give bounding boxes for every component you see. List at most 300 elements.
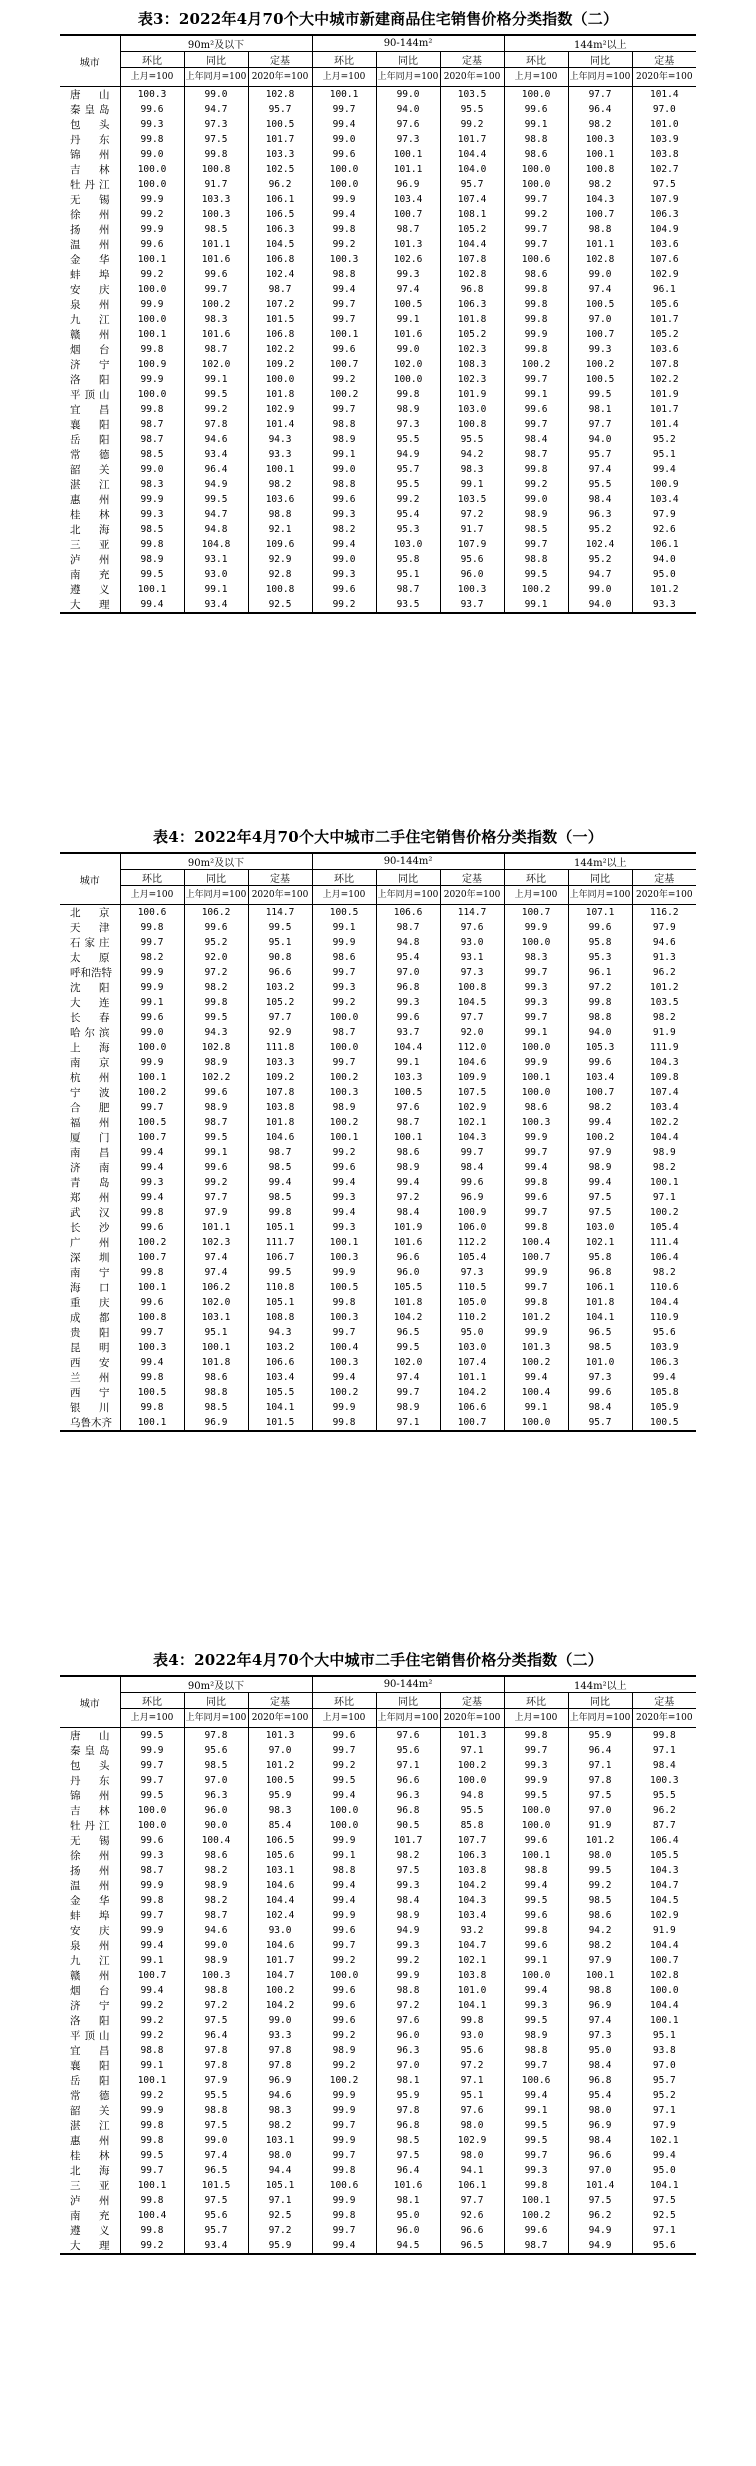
index-value: 99.4 bbox=[312, 1175, 376, 1190]
index-value: 103.0 bbox=[440, 402, 504, 417]
index-value: 99.0 bbox=[312, 462, 376, 477]
index-value: 99.6 bbox=[120, 237, 184, 252]
table-row bbox=[60, 1160, 696, 1175]
index-type-header: 同比 bbox=[184, 870, 248, 886]
index-value: 98.7 bbox=[376, 222, 440, 237]
index-value: 98.4 bbox=[632, 1758, 696, 1773]
header-row-groups bbox=[60, 1676, 696, 1693]
table-row bbox=[60, 132, 696, 147]
index-value: 96.3 bbox=[376, 1788, 440, 1803]
index-value: 98.7 bbox=[376, 1115, 440, 1130]
index-value: 98.9 bbox=[632, 1145, 696, 1160]
index-value: 99.5 bbox=[184, 1010, 248, 1025]
index-value: 109.8 bbox=[632, 1070, 696, 1085]
index-value: 99.5 bbox=[312, 1773, 376, 1788]
index-value: 93.3 bbox=[632, 597, 696, 613]
index-type-header: 定基 bbox=[248, 870, 312, 886]
index-value: 105.4 bbox=[632, 1220, 696, 1235]
index-value: 99.0 bbox=[568, 582, 632, 597]
index-value: 99.0 bbox=[248, 2013, 312, 2028]
index-value: 99.9 bbox=[504, 327, 568, 342]
index-value: 92.5 bbox=[632, 2208, 696, 2223]
index-value: 99.2 bbox=[120, 207, 184, 222]
index-value: 101.6 bbox=[376, 327, 440, 342]
index-value: 101.0 bbox=[632, 117, 696, 132]
index-value: 98.5 bbox=[568, 1893, 632, 1908]
index-value: 95.8 bbox=[376, 552, 440, 567]
index-value: 100.5 bbox=[312, 1280, 376, 1295]
index-value: 100.2 bbox=[312, 2073, 376, 2088]
area-group-header: 144m²以上 bbox=[504, 35, 696, 52]
index-value: 105.1 bbox=[248, 2178, 312, 2193]
index-value: 116.2 bbox=[632, 905, 696, 921]
city-name: 武汉 bbox=[70, 1207, 110, 1219]
index-value: 99.9 bbox=[376, 1968, 440, 1983]
index-value: 93.0 bbox=[184, 567, 248, 582]
table-row bbox=[60, 2088, 696, 2103]
city-name: 合肥 bbox=[70, 1102, 110, 1114]
index-value: 97.9 bbox=[632, 507, 696, 522]
index-base-header: 上年同月=100 bbox=[568, 1709, 632, 1728]
index-value: 99.2 bbox=[312, 1953, 376, 1968]
index-value: 103.1 bbox=[248, 2133, 312, 2148]
index-value: 97.5 bbox=[568, 2193, 632, 2208]
index-value: 100.6 bbox=[504, 2073, 568, 2088]
index-value: 99.2 bbox=[312, 2058, 376, 2073]
index-value: 99.8 bbox=[312, 2208, 376, 2223]
index-value: 99.1 bbox=[376, 312, 440, 327]
index-value: 104.7 bbox=[632, 1878, 696, 1893]
index-value: 97.0 bbox=[632, 102, 696, 117]
table-row bbox=[60, 537, 696, 552]
index-value: 85.8 bbox=[440, 1818, 504, 1833]
index-value: 95.2 bbox=[632, 2088, 696, 2103]
index-value: 101.2 bbox=[632, 582, 696, 597]
index-value: 95.0 bbox=[440, 1325, 504, 1340]
index-value: 101.8 bbox=[568, 1295, 632, 1310]
header-row-groups bbox=[60, 853, 696, 870]
index-value: 101.3 bbox=[504, 1340, 568, 1355]
index-value: 99.7 bbox=[504, 537, 568, 552]
index-value: 100.1 bbox=[504, 2193, 568, 2208]
index-value: 100.6 bbox=[120, 905, 184, 921]
city-name: 泸州 bbox=[70, 2195, 110, 2207]
table-row bbox=[60, 1280, 696, 1295]
index-value: 99.8 bbox=[120, 132, 184, 147]
index-value: 99.7 bbox=[312, 1938, 376, 1953]
city-name: 温州 bbox=[70, 1880, 110, 1892]
index-value: 91.9 bbox=[568, 1818, 632, 1833]
city-name: 安庆 bbox=[70, 284, 110, 296]
index-value: 97.8 bbox=[248, 2058, 312, 2073]
index-value: 99.5 bbox=[120, 1788, 184, 1803]
city-name: 银川 bbox=[70, 1402, 110, 1414]
table-row bbox=[60, 1250, 696, 1265]
index-value: 94.6 bbox=[184, 432, 248, 447]
index-value: 100.1 bbox=[312, 1235, 376, 1250]
index-value: 98.2 bbox=[120, 950, 184, 965]
index-value: 100.5 bbox=[120, 1385, 184, 1400]
index-value: 99.8 bbox=[312, 1295, 376, 1310]
index-value: 96.3 bbox=[184, 1788, 248, 1803]
index-value: 99.7 bbox=[504, 1743, 568, 1758]
index-value: 98.7 bbox=[184, 1908, 248, 1923]
city-column-header: 城市 bbox=[60, 853, 120, 905]
index-value: 105.6 bbox=[632, 297, 696, 312]
index-value: 96.4 bbox=[376, 2163, 440, 2178]
index-value: 98.8 bbox=[568, 222, 632, 237]
index-value: 99.5 bbox=[184, 1130, 248, 1145]
index-value: 96.8 bbox=[440, 282, 504, 297]
index-value: 100.2 bbox=[120, 1235, 184, 1250]
index-value: 99.6 bbox=[504, 102, 568, 117]
table-row bbox=[60, 1370, 696, 1385]
index-value: 98.7 bbox=[120, 432, 184, 447]
index-value: 106.6 bbox=[440, 1400, 504, 1415]
index-value: 95.6 bbox=[632, 2238, 696, 2254]
index-value: 99.8 bbox=[504, 1175, 568, 1190]
index-value: 104.4 bbox=[440, 147, 504, 162]
index-value: 99.4 bbox=[120, 1160, 184, 1175]
index-value: 94.0 bbox=[568, 597, 632, 613]
index-value: 103.5 bbox=[440, 87, 504, 103]
index-value: 99.1 bbox=[120, 2058, 184, 2073]
index-value: 98.6 bbox=[504, 267, 568, 282]
index-value: 98.6 bbox=[184, 1370, 248, 1385]
index-base-header: 上年同月=100 bbox=[376, 1709, 440, 1728]
city-name: 桂林 bbox=[70, 2150, 110, 2162]
index-value: 99.9 bbox=[120, 1055, 184, 1070]
index-type-header: 定基 bbox=[440, 870, 504, 886]
index-value: 99.8 bbox=[120, 537, 184, 552]
index-value: 99.8 bbox=[568, 995, 632, 1010]
index-value: 95.6 bbox=[632, 1325, 696, 1340]
index-value: 109.2 bbox=[248, 1070, 312, 1085]
index-value: 100.0 bbox=[120, 1818, 184, 1833]
index-value: 99.8 bbox=[504, 282, 568, 297]
index-value: 99.4 bbox=[632, 1370, 696, 1385]
index-value: 95.1 bbox=[632, 2028, 696, 2043]
index-value: 97.1 bbox=[376, 1758, 440, 1773]
index-value: 100.5 bbox=[376, 1085, 440, 1100]
index-value: 99.1 bbox=[312, 447, 376, 462]
index-value: 101.2 bbox=[504, 1310, 568, 1325]
index-value: 100.0 bbox=[376, 372, 440, 387]
index-value: 101.8 bbox=[184, 1355, 248, 1370]
index-value: 93.0 bbox=[248, 1923, 312, 1938]
index-value: 93.1 bbox=[440, 950, 504, 965]
city-name: 唐山 bbox=[70, 89, 110, 101]
index-value: 98.8 bbox=[184, 1385, 248, 1400]
index-value: 99.5 bbox=[376, 1340, 440, 1355]
index-value: 98.5 bbox=[504, 522, 568, 537]
index-value: 99.2 bbox=[120, 2013, 184, 2028]
index-value: 98.7 bbox=[376, 920, 440, 935]
index-value: 100.0 bbox=[504, 162, 568, 177]
table-row bbox=[60, 297, 696, 312]
city-name: 吉林 bbox=[70, 164, 110, 176]
index-value: 99.3 bbox=[504, 1998, 568, 2013]
index-value: 99.6 bbox=[568, 1385, 632, 1400]
index-value: 96.2 bbox=[568, 2208, 632, 2223]
index-value: 97.8 bbox=[376, 2103, 440, 2118]
index-value: 99.3 bbox=[120, 1848, 184, 1863]
index-value: 100.1 bbox=[376, 1130, 440, 1145]
index-value: 100.1 bbox=[632, 2013, 696, 2028]
city-name: 常德 bbox=[70, 449, 110, 461]
index-value: 93.4 bbox=[184, 447, 248, 462]
index-value: 100.2 bbox=[568, 1130, 632, 1145]
index-value: 100.1 bbox=[312, 87, 376, 103]
index-value: 100.0 bbox=[312, 162, 376, 177]
header-row-bases bbox=[60, 68, 696, 87]
index-value: 97.5 bbox=[632, 177, 696, 192]
index-value: 99.1 bbox=[184, 372, 248, 387]
index-value: 98.7 bbox=[184, 342, 248, 357]
table-row bbox=[60, 1085, 696, 1100]
index-value: 99.8 bbox=[504, 297, 568, 312]
index-base-header: 2020年=100 bbox=[440, 886, 504, 905]
city-name: 蚌埠 bbox=[70, 269, 110, 281]
table-row bbox=[60, 1400, 696, 1415]
index-value: 96.3 bbox=[568, 507, 632, 522]
index-value: 99.6 bbox=[184, 1160, 248, 1175]
index-value: 99.4 bbox=[120, 597, 184, 613]
index-value: 98.9 bbox=[120, 552, 184, 567]
index-value: 99.6 bbox=[312, 582, 376, 597]
index-value: 101.4 bbox=[568, 2178, 632, 2193]
index-value: 100.2 bbox=[440, 1758, 504, 1773]
index-value: 98.5 bbox=[376, 2133, 440, 2148]
index-value: 100.5 bbox=[568, 372, 632, 387]
table-row bbox=[60, 1385, 696, 1400]
index-value: 99.9 bbox=[504, 1773, 568, 1788]
index-value: 101.7 bbox=[376, 1833, 440, 1848]
index-value: 98.9 bbox=[312, 1100, 376, 1115]
index-value: 92.5 bbox=[248, 597, 312, 613]
index-value: 99.4 bbox=[312, 1893, 376, 1908]
index-value: 100.3 bbox=[312, 1250, 376, 1265]
index-value: 97.2 bbox=[440, 507, 504, 522]
index-value: 100.0 bbox=[120, 387, 184, 402]
index-value: 104.5 bbox=[248, 237, 312, 252]
index-value: 95.5 bbox=[632, 1788, 696, 1803]
index-value: 101.1 bbox=[440, 1370, 504, 1385]
index-value: 97.9 bbox=[184, 2073, 248, 2088]
index-value: 98.9 bbox=[184, 1055, 248, 1070]
table-section-4a bbox=[0, 822, 756, 1432]
index-value: 106.2 bbox=[184, 1280, 248, 1295]
index-value: 96.8 bbox=[376, 980, 440, 995]
index-value: 96.8 bbox=[376, 1803, 440, 1818]
index-value: 99.5 bbox=[120, 2148, 184, 2163]
index-value: 97.5 bbox=[184, 2193, 248, 2208]
index-value: 102.0 bbox=[376, 357, 440, 372]
index-value: 100.0 bbox=[312, 1803, 376, 1818]
index-value: 99.6 bbox=[312, 2013, 376, 2028]
index-value: 100.2 bbox=[120, 1085, 184, 1100]
index-value: 99.6 bbox=[120, 1833, 184, 1848]
index-value: 100.4 bbox=[312, 1340, 376, 1355]
index-value: 100.8 bbox=[440, 980, 504, 995]
index-value: 99.0 bbox=[376, 87, 440, 103]
index-value: 94.9 bbox=[568, 2238, 632, 2254]
index-value: 109.6 bbox=[248, 537, 312, 552]
city-name: 吉林 bbox=[70, 1805, 110, 1817]
index-value: 112.0 bbox=[440, 1040, 504, 1055]
index-value: 106.5 bbox=[248, 1833, 312, 1848]
city-name: 大理 bbox=[60, 2238, 120, 2254]
index-value: 104.4 bbox=[248, 1893, 312, 1908]
index-value: 100.2 bbox=[184, 297, 248, 312]
index-value: 103.5 bbox=[440, 492, 504, 507]
city-name: 长春 bbox=[70, 1012, 110, 1024]
index-value: 93.2 bbox=[440, 1923, 504, 1938]
index-value: 99.2 bbox=[120, 267, 184, 282]
index-value: 99.8 bbox=[248, 1205, 312, 1220]
index-value: 96.4 bbox=[184, 2028, 248, 2043]
index-value: 101.8 bbox=[248, 1115, 312, 1130]
index-value: 99.4 bbox=[504, 2088, 568, 2103]
index-value: 95.0 bbox=[632, 567, 696, 582]
index-value: 100.8 bbox=[120, 1310, 184, 1325]
index-value: 99.2 bbox=[376, 1953, 440, 1968]
index-value: 99.7 bbox=[376, 1385, 440, 1400]
index-value: 95.5 bbox=[440, 102, 504, 117]
index-value: 98.4 bbox=[568, 2133, 632, 2148]
index-value: 99.8 bbox=[504, 312, 568, 327]
city-name: 洛阳 bbox=[70, 2015, 110, 2027]
index-value: 99.7 bbox=[504, 1205, 568, 1220]
index-value: 99.1 bbox=[312, 920, 376, 935]
index-value: 107.8 bbox=[440, 252, 504, 267]
index-value: 97.9 bbox=[632, 2118, 696, 2133]
table-row bbox=[60, 1743, 696, 1758]
city-name: 锦州 bbox=[70, 149, 110, 161]
index-value: 97.3 bbox=[440, 965, 504, 980]
index-value: 99.1 bbox=[120, 1953, 184, 1968]
index-value: 99.2 bbox=[312, 372, 376, 387]
index-value: 99.1 bbox=[440, 477, 504, 492]
city-name: 济南 bbox=[70, 1162, 110, 1174]
index-value: 100.0 bbox=[312, 177, 376, 192]
index-value: 97.1 bbox=[568, 1758, 632, 1773]
index-value: 99.4 bbox=[120, 1145, 184, 1160]
index-value: 103.8 bbox=[632, 147, 696, 162]
index-value: 104.2 bbox=[440, 1385, 504, 1400]
index-value: 96.5 bbox=[184, 2163, 248, 2178]
index-value: 95.1 bbox=[440, 2088, 504, 2103]
index-value: 99.8 bbox=[504, 462, 568, 477]
index-value: 97.1 bbox=[248, 2193, 312, 2208]
index-value: 100.0 bbox=[504, 1085, 568, 1100]
index-value: 106.3 bbox=[248, 222, 312, 237]
index-value: 99.9 bbox=[312, 1400, 376, 1415]
index-value: 96.5 bbox=[376, 1325, 440, 1340]
index-value: 98.2 bbox=[248, 477, 312, 492]
index-value: 99.0 bbox=[184, 1938, 248, 1953]
city-name: 长沙 bbox=[70, 1222, 110, 1234]
index-value: 99.1 bbox=[184, 1145, 248, 1160]
city-name: 岳阳 bbox=[70, 2075, 110, 2087]
city-name: 徐州 bbox=[70, 1850, 110, 1862]
index-value: 97.1 bbox=[632, 1743, 696, 1758]
index-value: 100.1 bbox=[504, 1070, 568, 1085]
index-value: 100.3 bbox=[632, 1773, 696, 1788]
index-value: 99.1 bbox=[504, 387, 568, 402]
index-value: 97.5 bbox=[568, 1788, 632, 1803]
index-value: 97.4 bbox=[184, 1265, 248, 1280]
index-value: 98.1 bbox=[376, 2193, 440, 2208]
index-value: 95.7 bbox=[376, 462, 440, 477]
city-name: 沈阳 bbox=[70, 982, 110, 994]
index-value: 99.6 bbox=[120, 1220, 184, 1235]
index-value: 101.2 bbox=[248, 1758, 312, 1773]
index-value: 96.9 bbox=[376, 177, 440, 192]
index-value: 100.5 bbox=[376, 297, 440, 312]
table-row bbox=[60, 207, 696, 222]
index-value: 99.7 bbox=[312, 2148, 376, 2163]
city-name: 金华 bbox=[70, 254, 110, 266]
index-value: 100.9 bbox=[120, 357, 184, 372]
table-row bbox=[60, 1265, 696, 1280]
city-name: 无锡 bbox=[70, 194, 110, 206]
index-value: 100.2 bbox=[312, 1115, 376, 1130]
index-value: 98.6 bbox=[504, 1100, 568, 1115]
index-value: 107.1 bbox=[568, 905, 632, 921]
index-value: 99.2 bbox=[312, 1145, 376, 1160]
index-value: 99.4 bbox=[312, 207, 376, 222]
index-value: 97.1 bbox=[440, 2073, 504, 2088]
index-value: 101.3 bbox=[248, 1728, 312, 1744]
index-value: 93.3 bbox=[248, 447, 312, 462]
index-value: 99.3 bbox=[376, 1938, 440, 1953]
index-value: 105.5 bbox=[248, 1385, 312, 1400]
index-value: 104.5 bbox=[632, 1893, 696, 1908]
city-name: 南宁 bbox=[70, 1267, 110, 1279]
index-value: 99.4 bbox=[312, 282, 376, 297]
area-group-header: 90-144m² bbox=[312, 1676, 504, 1693]
index-value: 104.6 bbox=[248, 1130, 312, 1145]
index-value: 96.0 bbox=[376, 2223, 440, 2238]
index-value: 97.8 bbox=[184, 1728, 248, 1744]
index-value: 101.1 bbox=[184, 1220, 248, 1235]
table-section-4b bbox=[0, 1645, 756, 2255]
index-value: 101.4 bbox=[632, 87, 696, 103]
index-base-header: 2020年=100 bbox=[248, 1709, 312, 1728]
index-value: 98.8 bbox=[376, 1983, 440, 1998]
index-value: 101.7 bbox=[248, 132, 312, 147]
index-value: 104.4 bbox=[376, 1040, 440, 1055]
table-row bbox=[60, 1893, 696, 1908]
index-value: 107.5 bbox=[440, 1085, 504, 1100]
index-value: 100.2 bbox=[312, 1385, 376, 1400]
index-value: 107.9 bbox=[440, 537, 504, 552]
index-value: 100.1 bbox=[120, 2178, 184, 2193]
index-value: 106.0 bbox=[440, 1220, 504, 1235]
index-value: 103.3 bbox=[248, 147, 312, 162]
index-value: 99.7 bbox=[504, 237, 568, 252]
index-value: 98.8 bbox=[568, 1983, 632, 1998]
index-value: 100.5 bbox=[120, 1115, 184, 1130]
index-value: 100.0 bbox=[504, 1968, 568, 1983]
city-name: 北海 bbox=[70, 524, 110, 536]
index-value: 103.8 bbox=[440, 1863, 504, 1878]
index-value: 100.5 bbox=[248, 117, 312, 132]
index-value: 101.6 bbox=[376, 2178, 440, 2193]
index-value: 97.1 bbox=[632, 2223, 696, 2238]
index-value: 94.9 bbox=[568, 2223, 632, 2238]
